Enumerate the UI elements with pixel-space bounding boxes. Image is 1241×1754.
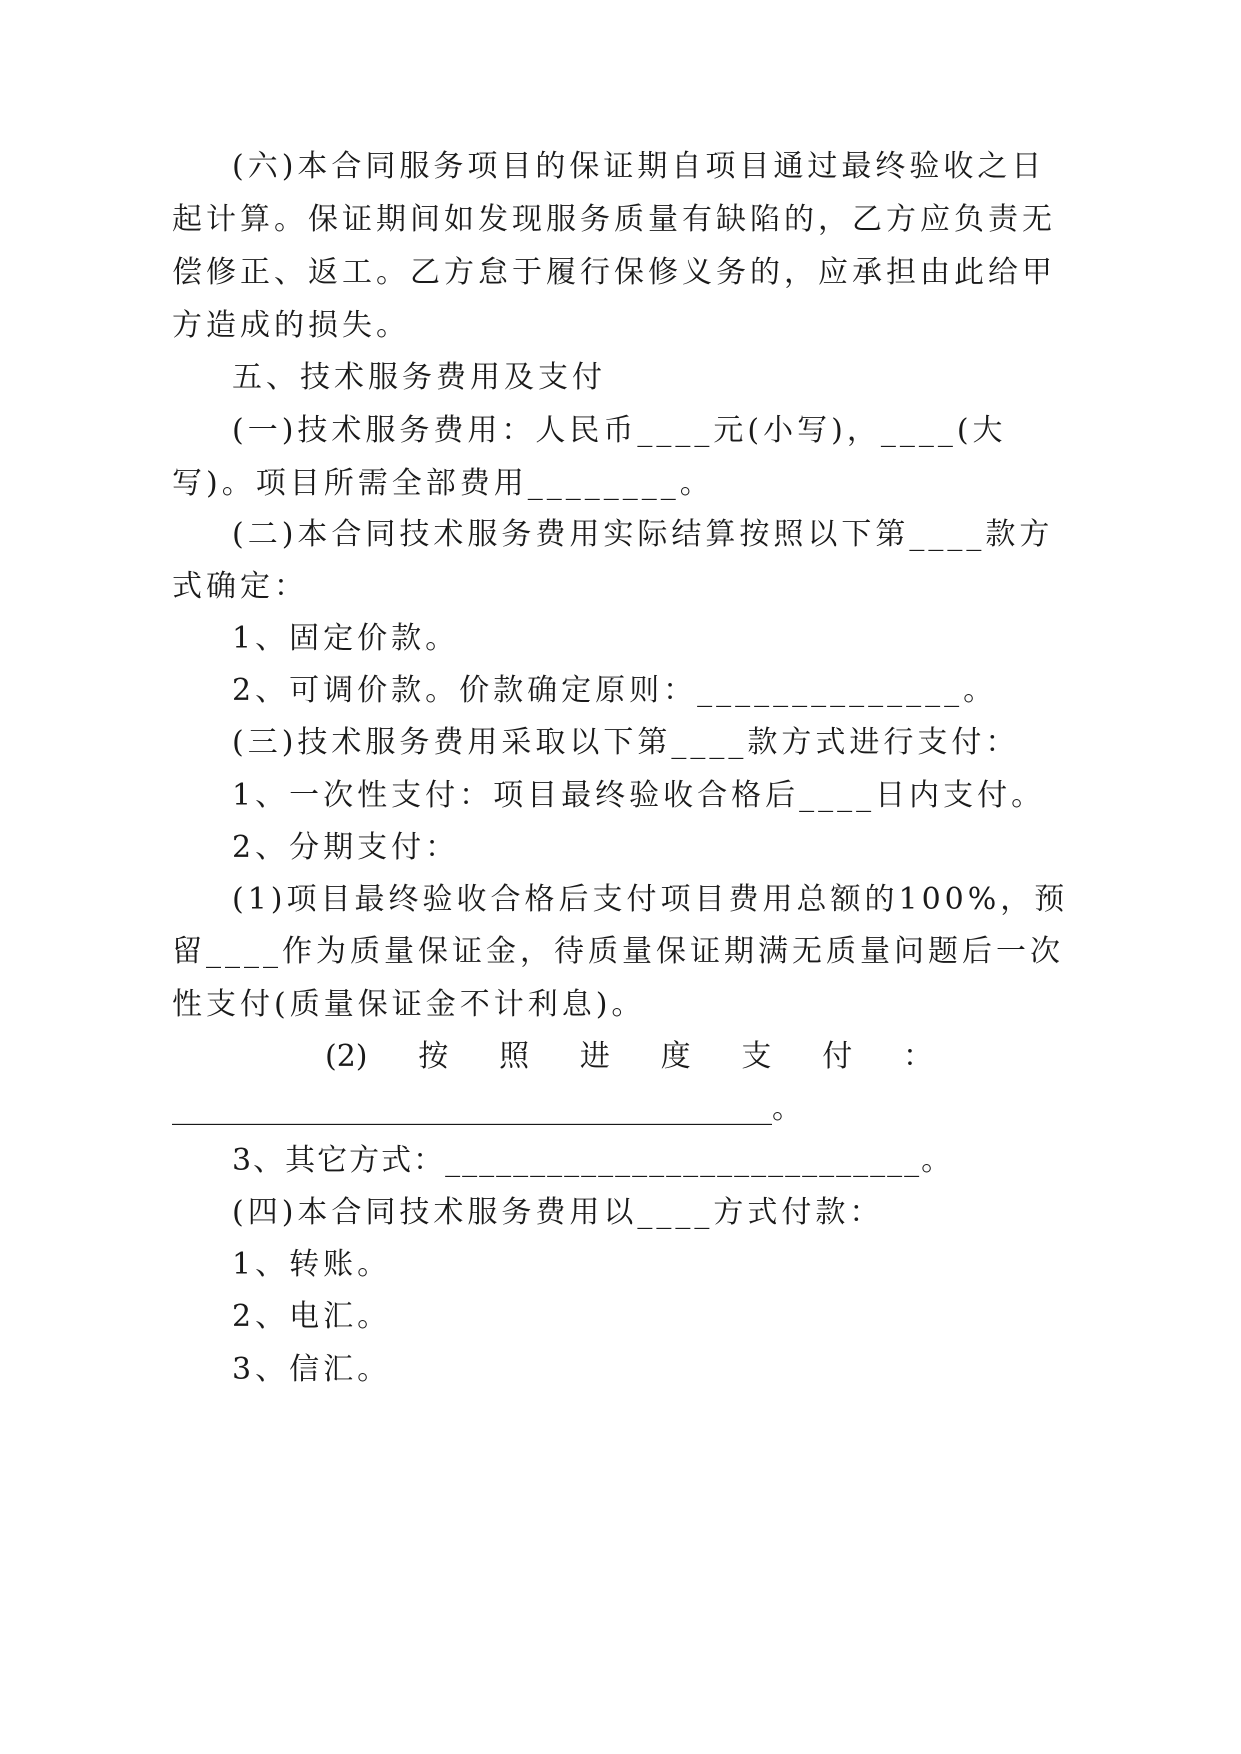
text-line-16: 留____作为质量保证金，待质量保证期满无质量问题后一次 bbox=[172, 934, 1064, 969]
text-line-17: 性支付(质量保证金不计利息)。 bbox=[172, 987, 646, 1022]
section-heading: 五、技术服务费用及支付 bbox=[232, 360, 606, 395]
justified-token: ： bbox=[902, 1039, 933, 1074]
text-line-22: 1、转账。 bbox=[232, 1247, 392, 1282]
justified-token: 付 bbox=[822, 1039, 853, 1074]
text-line-14: 2、分期支付： bbox=[232, 830, 460, 865]
text-line-6: (一)技术服务费用：人民币____元(小写)，____(大 bbox=[232, 413, 1007, 448]
text-line-8: (二)本合同技术服务费用实际结算按照以下第____款方 bbox=[232, 517, 1054, 552]
justified-line bbox=[325, 1037, 933, 1077]
text-line-21: (四)本合同技术服务费用以____方式付款： bbox=[232, 1195, 884, 1230]
justified-token: 进 bbox=[579, 1039, 610, 1074]
justified-token: 支 bbox=[741, 1039, 772, 1074]
text-line-24: 3、信汇。 bbox=[232, 1352, 392, 1387]
text-line-1: (六)本合同服务项目的保证期自项目通过最终验收之日 bbox=[232, 149, 1046, 184]
text-line-11: 2、可调价款。价款确定原则：______________。 bbox=[232, 673, 998, 708]
justified-token: (2) bbox=[325, 1039, 368, 1074]
text-line-13: 1、一次性支付：项目最终验收合格后____日内支付。 bbox=[232, 778, 1046, 813]
text-line-3: 偿修正、返工。乙方怠于履行保修义务的，应承担由此给甲 bbox=[172, 255, 1056, 290]
text-line-20: 3、其它方式：____________________________。 bbox=[232, 1143, 954, 1178]
text-line-2: 起计算。保证期间如发现服务质量有缺陷的，乙方应负责无 bbox=[172, 202, 1056, 237]
text-line-10: 1、固定价款。 bbox=[232, 621, 460, 656]
text-line-15: (1)项目最终验收合格后支付项目费用总额的100%，预 bbox=[232, 882, 1069, 917]
text-line-4: 方造成的损失。 bbox=[172, 308, 410, 343]
text-line-19: ________________________________________。 bbox=[172, 1091, 802, 1126]
text-line-23: 2、电汇。 bbox=[232, 1299, 392, 1334]
justified-token: 按 bbox=[418, 1039, 449, 1074]
text-line-9: 式确定： bbox=[172, 569, 308, 604]
text-line-7: 写)。项目所需全部费用________。 bbox=[172, 466, 714, 501]
text-line-12: (三)技术服务费用采取以下第____款方式进行支付： bbox=[232, 725, 1020, 760]
justified-token: 度 bbox=[660, 1039, 691, 1074]
justified-token: 照 bbox=[499, 1039, 530, 1074]
